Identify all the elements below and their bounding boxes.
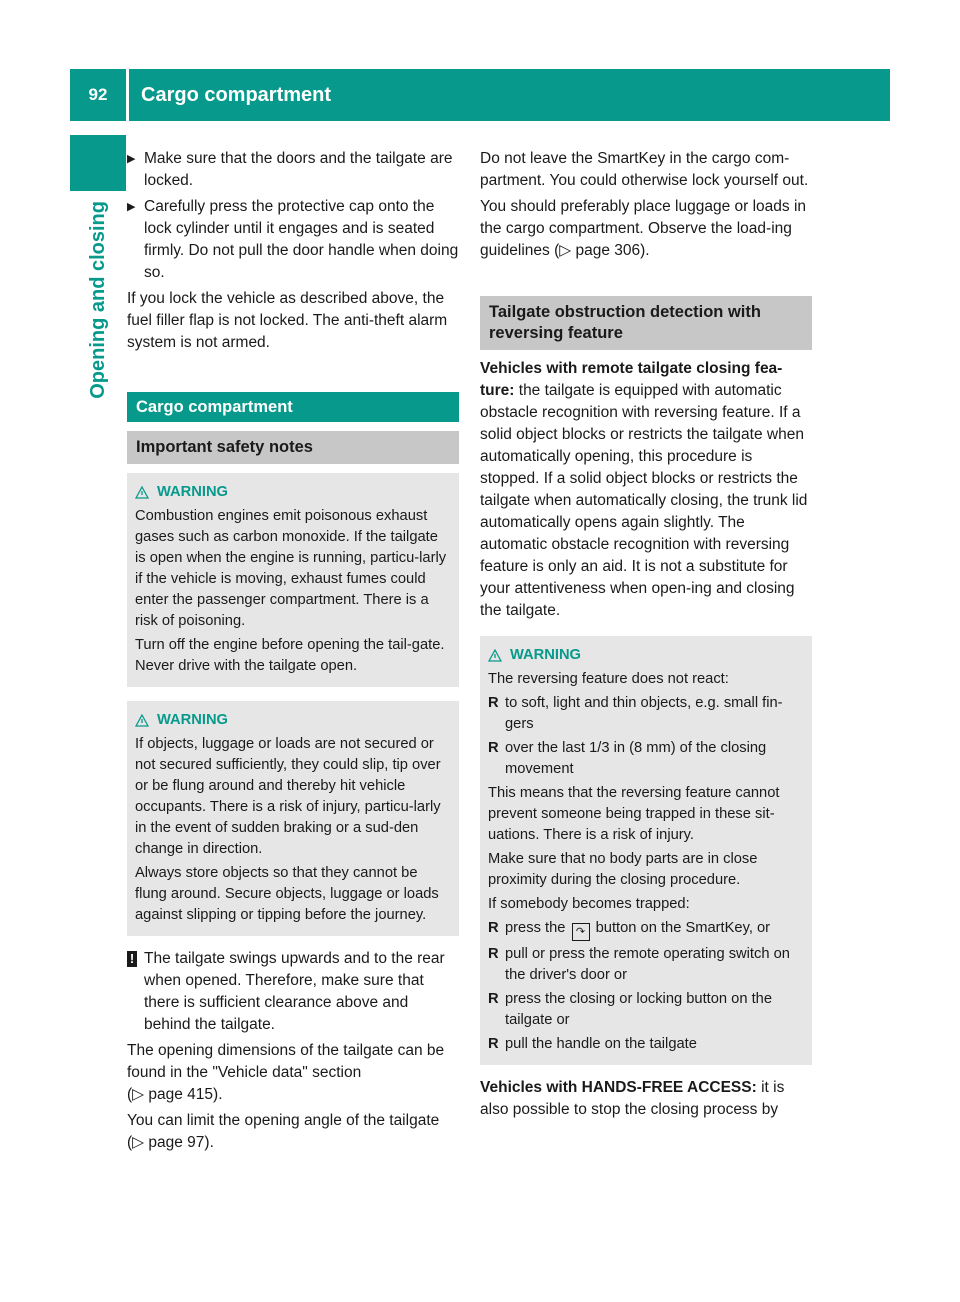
list-item-text: over the last 1/3 in (8 mm) of the closing movement <box>505 740 767 777</box>
paragraph <box>480 1077 812 1121</box>
list-item-text: to soft, light and thin objects, e.g. small fin-gers <box>505 695 783 732</box>
warning-label: WARNING <box>157 484 228 500</box>
list-item-text: pull the handle on the tailgate <box>505 1036 697 1052</box>
paragraph: You should preferably place luggage or loads in the cargo compartment. Observe the load-ing guidelines (▷ page 306). <box>480 198 807 259</box>
list-item <box>488 989 804 1031</box>
paragraph <box>127 1040 459 1106</box>
warning-text: Combustion engines emit poisonous exhaust gases such as carbon monoxide. If the tailgate is open when the engine is running, particu-larly if the vehicle is moving, exhaust fumes could enter the passenger compartment. There is a risk of poisoning. <box>135 508 447 629</box>
warning-text: Always store objects so that they cannot be flung around. Secure objects, luggage or loads against slipping or tipping before the journey. <box>135 865 439 923</box>
paragraph-bold-lead: Vehicles with HANDS-FREE ACCESS: <box>480 1079 757 1096</box>
paragraph-bold-lead: Vehicles with remote tailgate closing fea-ture: <box>480 360 783 399</box>
bullet-icon: R <box>488 991 499 1007</box>
paragraph <box>127 1110 459 1154</box>
list-item <box>488 918 804 941</box>
step-text: Make sure that the doors and the tailgate are locked. <box>144 150 453 189</box>
subsection-heading: Tailgate obstruction detection with reversing feature <box>480 296 812 350</box>
right-column <box>480 148 812 1125</box>
list-item-text: pull or press the remote operating switch on the driver's door or <box>505 946 790 983</box>
bullet-icon: R <box>488 740 499 756</box>
warning-text: The reversing feature does not react: <box>488 671 729 687</box>
side-tab-block <box>70 135 126 191</box>
page-reference[interactable]: (▷ page 415). <box>127 1086 223 1103</box>
list-item-text-post: button on the SmartKey, or <box>595 920 771 936</box>
notice-text: The tailgate swings upwards and to the rear when opened. Therefore, make sure that there is sufficient clearance above and behind the tailgate. <box>144 950 445 1033</box>
side-tab-label: Opening and closing <box>86 201 109 399</box>
step-arrow-icon: ▶ <box>127 201 136 213</box>
step-arrow-icon: ▶ <box>127 153 136 165</box>
left-column <box>127 148 459 1158</box>
subsection-heading: Important safety notes <box>127 431 459 464</box>
page-reference[interactable]: (▷ page 97). <box>127 1134 214 1151</box>
list-item <box>488 738 804 780</box>
bullet-icon: R <box>488 920 499 936</box>
header-divider <box>126 69 129 121</box>
bullet-icon: R <box>488 1036 499 1052</box>
page-title: Cargo compartment <box>141 83 332 106</box>
warning-title <box>135 482 451 503</box>
warning-triangle-icon <box>135 714 149 727</box>
list-item-text: press the closing or locking button on the tailgate or <box>505 991 772 1028</box>
warning-label: WARNING <box>510 647 581 663</box>
warning-text: If somebody becomes trapped: <box>488 896 690 912</box>
paragraph-text: The opening dimensions of the tailgate can be found in the "Vehicle data" section <box>127 1042 445 1081</box>
step-text: Carefully press the protective cap onto the lock cylinder until it engages and is seated firmly. Do not pull the door handle when doing so. <box>144 198 459 281</box>
list-item <box>488 693 804 735</box>
warning-triangle-icon <box>135 486 149 499</box>
step-item <box>127 148 459 192</box>
notice <box>127 948 459 1036</box>
tailgate-key-button-icon: ↷ <box>572 923 590 941</box>
warning-text: If objects, luggage or loads are not secured or not secured sufficiently, they could slip, tip over or be flung around and thereby hit vehicle occupants. There is a risk of injury, particu-larly in the event of sudden braking or a sud-den change in direction. <box>135 736 441 857</box>
bullet-icon: R <box>488 946 499 962</box>
list-item <box>488 1034 804 1055</box>
list-item-text <box>505 918 804 941</box>
notice-mark-icon: ! <box>127 951 137 967</box>
warning-text: Make sure that no body parts are in close proximity during the closing procedure. <box>488 851 758 888</box>
warning-title <box>135 710 451 731</box>
paragraph <box>480 358 812 622</box>
paragraph: Do not leave the SmartKey in the cargo com-partment. You could otherwise lock yourself out. <box>480 150 809 189</box>
paragraph-text: You can limit the opening angle of the tailgate <box>127 1112 440 1129</box>
warning-text: This means that the reversing feature cannot prevent someone being trapped in these sit-uations. There is a risk of injury. <box>488 785 780 843</box>
paragraph-text: the tailgate is equipped with automatic obstacle recognition with reversing feature. If a solid object blocks or restricts the tailgate when automatically opening, this procedure is stopped. If a solid object blocks or restricts the tailgate when automatically closing, the trunk lid automatically opens again slightly. The automatic obstacle recognition with reversing feature is only an aid. It is not a substitute for your attentiveness when open-ing and closing the tailgate. <box>480 382 808 619</box>
warning-triangle-icon <box>488 649 502 662</box>
side-tab <box>70 191 126 551</box>
warning-text: Turn off the engine before opening the tail-gate. Never drive with the tailgate open. <box>135 637 445 674</box>
warning-title <box>488 645 804 666</box>
warning-box <box>127 473 459 687</box>
paragraph-text: it is also possible to stop the closing process by <box>480 1079 785 1118</box>
paragraph: If you lock the vehicle as described above, the fuel filler flap is not locked. The anti-theft alarm system is not armed. <box>127 290 448 351</box>
page-number: 92 <box>88 85 108 104</box>
bullet-icon: R <box>488 695 499 711</box>
section-heading: Cargo compartment <box>127 392 459 422</box>
list-item <box>488 944 804 986</box>
step-item <box>127 196 459 284</box>
warning-label: WARNING <box>157 712 228 728</box>
list-item-text-pre: press the <box>505 920 566 936</box>
warning-box <box>480 636 812 1065</box>
warning-box <box>127 701 459 936</box>
